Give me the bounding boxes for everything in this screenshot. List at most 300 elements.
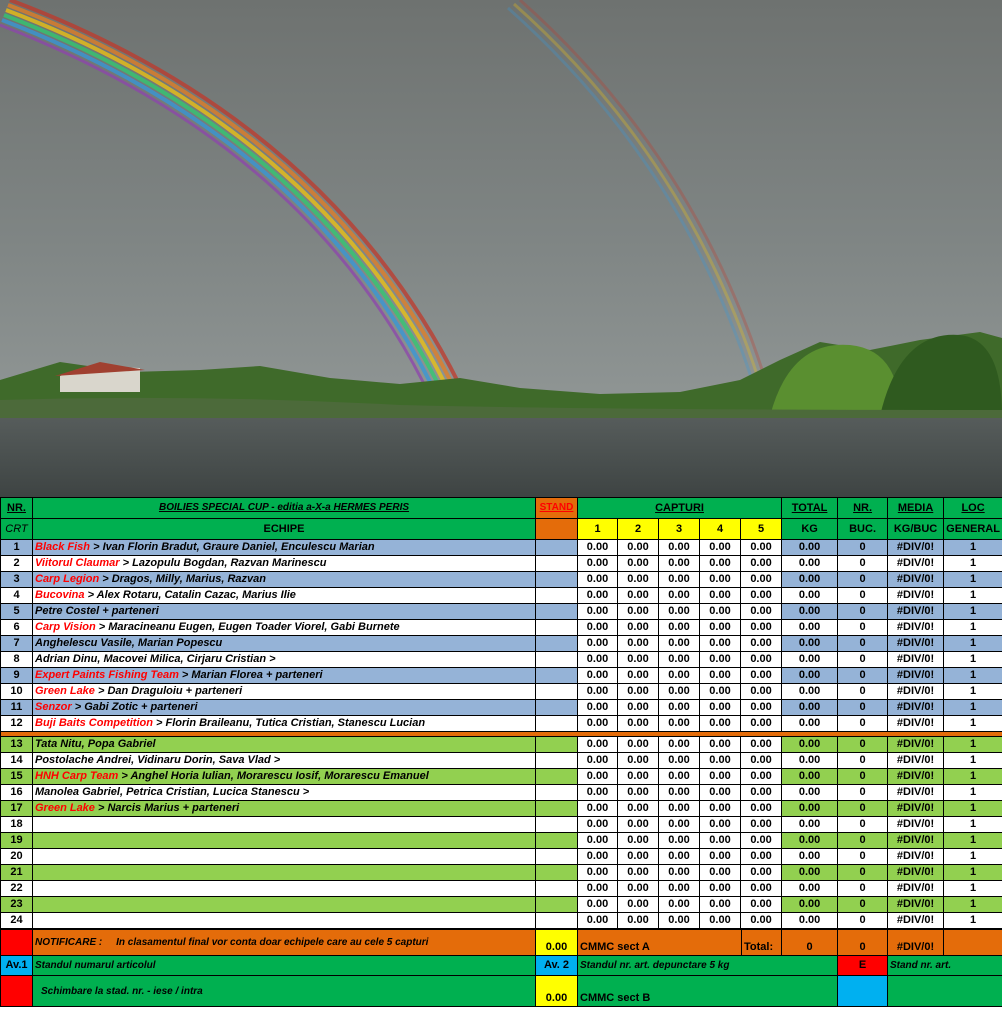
row-number: 21 [1,865,33,881]
table-row [1,849,1002,865]
table-row [1,572,1002,588]
capture-col-3: 3 [659,519,700,540]
loc-cell: 1 [944,833,1002,849]
media-cell: #DIV/0! [888,684,944,700]
team-members: > Dragos, Milly, Marius, Razvan [99,573,266,585]
media-cell: #DIV/0! [888,700,944,716]
capture-cell[interactable]: 0.00 [578,716,618,732]
capture-cell[interactable]: 0.00 [618,737,659,753]
capture-cell[interactable]: 0.00 [578,737,618,753]
capture-cell[interactable]: 0.00 [741,785,782,801]
capture-cell[interactable]: 0.00 [700,700,741,716]
capture-cell[interactable]: 0.00 [741,700,782,716]
capture-cell[interactable]: 0.00 [741,881,782,897]
capture-cell[interactable]: 0.00 [659,817,700,833]
total-header: TOTAL [782,498,838,519]
capture-cell[interactable]: 0.00 [741,636,782,652]
row-number: 13 [1,737,33,753]
capture-cell[interactable]: 0.00 [700,769,741,785]
table-row [1,865,1002,881]
total-kg-cell: 0.00 [782,716,838,732]
table-row [1,881,1002,897]
team-cell [33,668,536,684]
capture-cell[interactable]: 0.00 [578,588,618,604]
row-number: 7 [1,636,33,652]
table-row [1,817,1002,833]
row-number: 5 [1,604,33,620]
capture-cell[interactable]: 0.00 [741,588,782,604]
capture-cell[interactable]: 0.00 [618,620,659,636]
loc-cell: 1 [944,572,1002,588]
buc-cell: 0 [838,700,888,716]
capture-cell[interactable]: 0.00 [618,716,659,732]
team-cell [33,801,536,817]
media-cell: #DIV/0! [888,881,944,897]
footer-table [0,929,1002,1007]
capture-cell[interactable]: 0.00 [741,556,782,572]
media-cell: #DIV/0! [888,556,944,572]
capture-cell[interactable]: 0.00 [741,833,782,849]
capture-cell[interactable]: 0.00 [659,865,700,881]
buc-cell: 0 [838,817,888,833]
capture-cell[interactable]: 0.00 [659,737,700,753]
capture-cell[interactable]: 0.00 [659,801,700,817]
capture-cell[interactable]: 0.00 [700,897,741,913]
team-cell [33,785,536,801]
total-kg-cell: 0.00 [782,849,838,865]
capture-cell[interactable]: 0.00 [700,801,741,817]
av2-text: Standul nr. art. depunctare 5 kg [578,956,838,976]
capture-cell[interactable]: 0.00 [618,865,659,881]
buc-cell: 0 [838,753,888,769]
media-cell: #DIV/0! [888,636,944,652]
row-number: 18 [1,817,33,833]
capture-cell[interactable]: 0.00 [700,785,741,801]
echipe-header: ECHIPE [33,519,536,540]
capture-cell[interactable]: 0.00 [578,604,618,620]
capture-cell[interactable]: 0.00 [578,684,618,700]
team-cell [33,881,536,897]
capture-cell[interactable]: 0.00 [741,753,782,769]
media-cell: #DIV/0! [888,785,944,801]
row-number: 16 [1,785,33,801]
stand-cell[interactable] [536,652,578,668]
nr-buc-header: NR. [838,498,888,519]
capture-cell[interactable]: 0.00 [659,572,700,588]
stand-value-b: 0.00 [536,976,578,1007]
table-row [1,833,1002,849]
media-cell: #DIV/0! [888,737,944,753]
capture-cell[interactable]: 0.00 [578,881,618,897]
team-cell [33,572,536,588]
buc-cell: 0 [838,572,888,588]
table-row [1,737,1002,753]
total-kg-cell: 0.00 [782,572,838,588]
capture-cell[interactable]: 0.00 [741,849,782,865]
capture-cell[interactable]: 0.00 [700,636,741,652]
capturi-header: CAPTURI [578,498,782,519]
capture-cell[interactable]: 0.00 [700,668,741,684]
capture-cell[interactable]: 0.00 [741,604,782,620]
row-number: 6 [1,620,33,636]
capture-cell[interactable]: 0.00 [700,620,741,636]
team-members: Adrian Dinu, Macovei Milica, Cirjaru Cristian > [35,653,276,665]
cmmc-a: CMMC sect A [578,930,742,956]
team-cell [33,769,536,785]
media-cell: #DIV/0! [888,620,944,636]
capture-cell[interactable]: 0.00 [618,652,659,668]
team-name: Carp Vision [35,621,96,633]
capture-cell[interactable]: 0.00 [741,572,782,588]
stand-cell[interactable] [536,716,578,732]
capture-cell[interactable]: 0.00 [578,636,618,652]
capture-cell[interactable]: 0.00 [618,753,659,769]
capture-cell[interactable]: 0.00 [578,801,618,817]
stand-cell[interactable] [536,540,578,556]
loc-cell: 1 [944,769,1002,785]
capture-cell[interactable]: 0.00 [700,604,741,620]
stand-cell[interactable] [536,700,578,716]
capture-cell[interactable]: 0.00 [659,668,700,684]
stand-cell[interactable] [536,897,578,913]
av1-text: Standul numarul articolul [33,956,536,976]
capture-cell[interactable]: 0.00 [741,620,782,636]
team-members: Manolea Gabriel, Petrica Cristian, Lucica Stanescu > [35,786,310,798]
team-name: Green Lake [35,802,95,814]
stand-cell[interactable] [536,833,578,849]
capture-cell[interactable]: 0.00 [659,620,700,636]
table-row [1,652,1002,668]
team-cell [33,620,536,636]
loc-header: LOC [944,498,1002,519]
capture-cell[interactable]: 0.00 [578,897,618,913]
capture-cell[interactable]: 0.00 [578,652,618,668]
capture-cell[interactable]: 0.00 [659,849,700,865]
total-kg-cell: 0.00 [782,817,838,833]
capture-cell[interactable]: 0.00 [741,668,782,684]
stand-cell[interactable] [536,881,578,897]
capture-cell[interactable]: 0.00 [659,700,700,716]
capture-cell[interactable]: 0.00 [659,556,700,572]
capture-cell[interactable]: 0.00 [618,785,659,801]
row-number: 1 [1,540,33,556]
table-row [1,897,1002,913]
buc-cell: 0 [838,785,888,801]
capture-cell[interactable]: 0.00 [700,881,741,897]
total-kg-cell: 0.00 [782,769,838,785]
stand-cell[interactable] [536,849,578,865]
stand-cell[interactable] [536,737,578,753]
total-kg-cell: 0.00 [782,881,838,897]
capture-cell[interactable]: 0.00 [741,865,782,881]
team-members: Tata Nitu, Popa Gabriel [35,738,156,750]
av1-badge: Av.1 [1,956,33,976]
capture-cell[interactable]: 0.00 [578,700,618,716]
loc-cell: 1 [944,801,1002,817]
team-cell [33,556,536,572]
capture-cell[interactable]: 0.00 [700,865,741,881]
total-kg-cell: 0.00 [782,652,838,668]
capture-cell[interactable]: 0.00 [741,716,782,732]
team-members: > Maracineanu Eugen, Eugen Toader Viorel, Gabi Burnete [95,621,400,633]
row-number: 15 [1,769,33,785]
nr-header: NR. [1,498,33,519]
capture-cell[interactable]: 0.00 [578,556,618,572]
capture-cell[interactable]: 0.00 [618,588,659,604]
capture-cell[interactable]: 0.00 [578,668,618,684]
notificare-label: NOTIFICARE : [35,937,103,948]
team-cell [33,716,536,732]
capture-cell[interactable]: 0.00 [659,604,700,620]
stand-cell[interactable] [536,620,578,636]
capture-cell[interactable]: 0.00 [578,833,618,849]
team-name: Senzor [35,701,72,713]
stand-cell[interactable] [536,556,578,572]
row-number: 12 [1,716,33,732]
capture-cell[interactable]: 0.00 [700,588,741,604]
capture-cell[interactable]: 0.00 [578,572,618,588]
capture-cell[interactable]: 0.00 [578,865,618,881]
capture-cell[interactable]: 0.00 [618,913,659,929]
total-kg-cell: 0.00 [782,833,838,849]
capture-col-1: 1 [578,519,618,540]
capture-cell[interactable]: 0.00 [618,668,659,684]
media-cell: #DIV/0! [888,769,944,785]
total-label: Total: [742,930,782,956]
table-row [1,556,1002,572]
row-number: 3 [1,572,33,588]
capture-cell[interactable]: 0.00 [578,913,618,929]
capture-cell[interactable]: 0.00 [741,817,782,833]
capture-cell[interactable]: 0.00 [659,540,700,556]
team-name: Green Lake [35,685,95,697]
stand-subheader [536,519,578,540]
schimbare-text: Schimbare la stad. nr. - iese / intra [33,976,536,1007]
capture-cell[interactable]: 0.00 [659,684,700,700]
capture-cell[interactable]: 0.00 [741,769,782,785]
loc-cell: 1 [944,881,1002,897]
capture-cell[interactable]: 0.00 [618,636,659,652]
media-cell: #DIV/0! [888,540,944,556]
loc-cell: 1 [944,897,1002,913]
team-name: Bucovina [35,589,85,601]
table-row [1,716,1002,732]
capture-cell[interactable]: 0.00 [659,881,700,897]
buc-cell: 0 [838,588,888,604]
buc-cell: 0 [838,604,888,620]
capture-cell[interactable]: 0.00 [618,684,659,700]
loc-cell: 1 [944,684,1002,700]
capture-cell[interactable]: 0.00 [700,556,741,572]
stand-cell[interactable] [536,801,578,817]
capture-cell[interactable]: 0.00 [700,652,741,668]
capture-cell[interactable]: 0.00 [659,636,700,652]
stand-cell[interactable] [536,769,578,785]
team-members: > Florin Braileanu, Tutica Cristian, Stanescu Lucian [152,717,426,729]
capture-cell[interactable]: 0.00 [741,913,782,929]
team-members: Anghelescu Vasile, Marian Popescu [35,637,223,649]
capture-cell[interactable]: 0.00 [578,785,618,801]
capture-cell[interactable]: 0.00 [618,897,659,913]
capture-cell[interactable]: 0.00 [659,833,700,849]
capture-cell[interactable]: 0.00 [618,817,659,833]
total-kg-cell: 0.00 [782,801,838,817]
row-number: 10 [1,684,33,700]
capture-cell[interactable]: 0.00 [618,700,659,716]
team-members: > Ivan Florin Bradut, Graure Daniel, Enculescu Marian [90,541,375,553]
loc-cell: 1 [944,588,1002,604]
team-cell [33,652,536,668]
media-cell: #DIV/0! [888,604,944,620]
team-name: Expert Paints Fishing Team [35,669,179,681]
buc-cell: 0 [838,668,888,684]
capture-cell[interactable]: 0.00 [741,652,782,668]
total-kg-cell: 0.00 [782,865,838,881]
stand-cell[interactable] [536,668,578,684]
capture-cell[interactable]: 0.00 [659,716,700,732]
capture-cell[interactable]: 0.00 [659,913,700,929]
buc-cell: 0 [838,833,888,849]
media-cell: #DIV/0! [888,849,944,865]
capture-cell[interactable]: 0.00 [618,572,659,588]
capture-cell[interactable]: 0.00 [700,684,741,700]
capture-cell[interactable]: 0.00 [700,913,741,929]
media-cell: #DIV/0! [888,753,944,769]
table-row [1,913,1002,929]
total-kg-cell: 0.00 [782,684,838,700]
capture-cell[interactable]: 0.00 [618,881,659,897]
capture-cell[interactable]: 0.00 [659,785,700,801]
notificare-text: In clasamentul final vor conta doar echipele care au cele 5 capturi [116,937,429,948]
stand-cell[interactable] [536,865,578,881]
loc-cell: 1 [944,540,1002,556]
media-cell: #DIV/0! [888,572,944,588]
capture-cell[interactable]: 0.00 [700,833,741,849]
capture-cell[interactable]: 0.00 [700,737,741,753]
total-kg-cell: 0.00 [782,785,838,801]
capture-cell[interactable]: 0.00 [700,716,741,732]
total-media: #DIV/0! [888,930,944,956]
capture-cell[interactable]: 0.00 [700,849,741,865]
stand-cell[interactable] [536,785,578,801]
team-cell [33,684,536,700]
kg-header: KG [782,519,838,540]
total-kg-cell: 0.00 [782,604,838,620]
row-number: 23 [1,897,33,913]
capture-cell[interactable]: 0.00 [578,620,618,636]
capture-cell[interactable]: 0.00 [578,540,618,556]
table-row [1,588,1002,604]
general-header: GENERAL [944,519,1002,540]
buc-header: BUC. [838,519,888,540]
kgbuc-header: KG/BUC [888,519,944,540]
row-number: 17 [1,801,33,817]
team-members: > Narcis Marius + parteneri [94,802,240,814]
capture-cell[interactable]: 0.00 [659,769,700,785]
capture-cell[interactable]: 0.00 [659,753,700,769]
notificare-marker [1,930,33,956]
e-filler [888,976,1002,1007]
crt-header: CRT [1,519,33,540]
team-cell [33,540,536,556]
total-kg-cell: 0.00 [782,540,838,556]
buc-cell: 0 [838,556,888,572]
capture-cell[interactable]: 0.00 [578,753,618,769]
stand-cell[interactable] [536,684,578,700]
media-cell: #DIV/0! [888,833,944,849]
stand-cell[interactable] [536,604,578,620]
capture-cell[interactable]: 0.00 [618,556,659,572]
capture-cell[interactable]: 0.00 [741,540,782,556]
media-cell: #DIV/0! [888,668,944,684]
stand-cell[interactable] [536,913,578,929]
capture-cell[interactable]: 0.00 [741,801,782,817]
stand-cell[interactable] [536,588,578,604]
capture-cell[interactable]: 0.00 [741,897,782,913]
total-kg-cell: 0.00 [782,737,838,753]
capture-cell[interactable]: 0.00 [659,652,700,668]
capture-cell[interactable]: 0.00 [578,817,618,833]
capture-cell[interactable]: 0.00 [659,588,700,604]
stand-cell[interactable] [536,753,578,769]
row-number: 4 [1,588,33,604]
buc-cell: 0 [838,540,888,556]
total-loc [944,930,1002,956]
cmmc-b: CMMC sect B [578,976,838,1007]
capture-cell[interactable]: 0.00 [700,572,741,588]
capture-cell[interactable]: 0.00 [741,737,782,753]
buc-cell: 0 [838,636,888,652]
e-text: Stand nr. art. [888,956,1002,976]
capture-cell[interactable]: 0.00 [700,817,741,833]
capture-cell[interactable]: 0.00 [741,684,782,700]
team-cell [33,737,536,753]
team-cell [33,604,536,620]
total-kg-cell: 0.00 [782,753,838,769]
capture-cell[interactable]: 0.00 [618,801,659,817]
competition-title: BOILIES SPECIAL CUP - editia a-X-a HERMES PERIS [33,498,536,519]
capture-cell[interactable]: 0.00 [618,540,659,556]
capture-cell[interactable]: 0.00 [700,753,741,769]
buc-cell: 0 [838,769,888,785]
capture-cell[interactable]: 0.00 [618,604,659,620]
buc-cell: 0 [838,684,888,700]
capture-cell[interactable]: 0.00 [618,769,659,785]
capture-cell[interactable]: 0.00 [659,897,700,913]
team-name: Black Fish [35,541,91,553]
stand-cell[interactable] [536,817,578,833]
row-number: 22 [1,881,33,897]
loc-cell: 1 [944,556,1002,572]
capture-cell[interactable]: 0.00 [578,769,618,785]
stand-cell[interactable] [536,572,578,588]
capture-cell[interactable]: 0.00 [618,833,659,849]
loc-cell: 1 [944,668,1002,684]
total-kg-cell: 0.00 [782,668,838,684]
media-cell: #DIV/0! [888,817,944,833]
buc-cell: 0 [838,881,888,897]
loc-cell: 1 [944,700,1002,716]
team-members: > Lazopulu Bogdan, Razvan Marinescu [119,557,327,569]
capture-cell[interactable]: 0.00 [578,849,618,865]
buc-cell: 0 [838,737,888,753]
capture-cell[interactable]: 0.00 [700,540,741,556]
buc-cell: 0 [838,897,888,913]
row-number: 11 [1,700,33,716]
buc-cell: 0 [838,865,888,881]
stand-cell[interactable] [536,636,578,652]
capture-cell[interactable]: 0.00 [618,849,659,865]
